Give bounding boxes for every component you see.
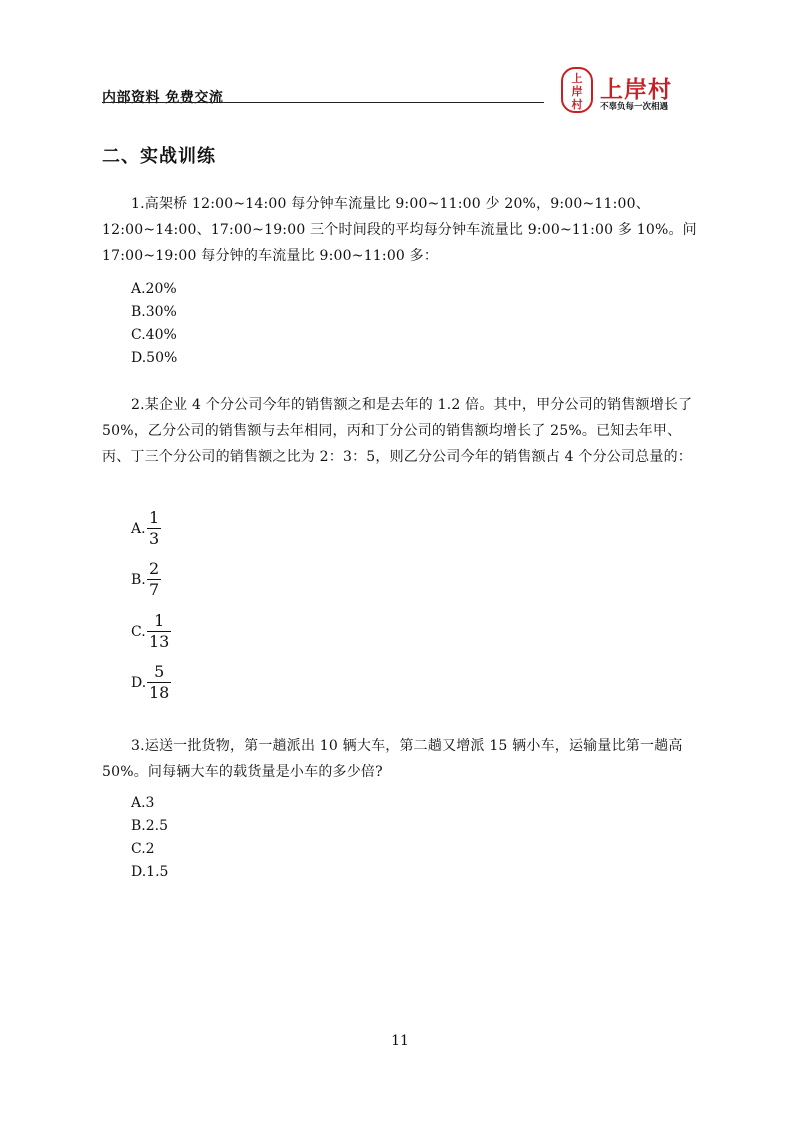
fraction xyxy=(147,508,161,549)
question-3-stem: 3.运送一批货物，第一趟派出 10 辆大车，第二趟又增派 15 辆小车，运输量比第一趟高 50%。问每辆大车的载货量是小车的多少倍? xyxy=(102,738,683,780)
q3-option-a: A.3 xyxy=(131,795,155,811)
page-header xyxy=(102,72,702,118)
fraction-numerator: 1 xyxy=(154,611,165,630)
q3-option-b: B.2.5 xyxy=(131,818,169,834)
q3-option-d: D.1.5 xyxy=(131,864,169,880)
q1-option-d: D.50% xyxy=(131,350,178,366)
q3-option-c: C.2 xyxy=(131,841,155,857)
fraction-numerator: 5 xyxy=(154,662,165,681)
fraction xyxy=(147,559,161,600)
page-number: 11 xyxy=(391,1033,409,1049)
option-letter: C. xyxy=(131,624,146,640)
q1-option-b: B.30% xyxy=(131,304,177,320)
fraction xyxy=(147,611,171,652)
seal-char: 岸 xyxy=(571,85,583,98)
fraction-denominator: 7 xyxy=(149,580,160,599)
option-letter: A. xyxy=(131,521,146,537)
option-letter: B. xyxy=(131,572,146,588)
fraction-denominator: 18 xyxy=(149,683,170,702)
logo-slogan: 不辜负每一次相遇 xyxy=(600,102,669,112)
fraction-denominator: 3 xyxy=(149,529,160,548)
q1-option-c: C.40% xyxy=(131,327,177,343)
logo-seal-icon xyxy=(560,66,594,114)
seal-char: 村 xyxy=(571,98,583,111)
option-letter: D. xyxy=(131,675,147,691)
section-title: 二、实战训练 xyxy=(102,146,216,167)
question-2-stem: 2.某企业 4 个分公司今年的销售额之和是去年的 1.2 倍。其中，甲分公司的销售额增长了 50%，乙分公司的销售额与去年相同，丙和丁分公司的销售额均增长了 25%。已知去年甲、丙、丁三个分公司的销售额之比为 2：3：5，则乙分公司今年的销售额占 4 个分公司总量的： xyxy=(102,397,693,465)
fraction-denominator: 13 xyxy=(149,632,170,651)
logo-name: 上岸村 xyxy=(600,77,672,103)
header-rule xyxy=(102,102,544,103)
fraction xyxy=(147,662,171,703)
fraction-numerator: 1 xyxy=(149,508,160,527)
seal-char: 上 xyxy=(571,72,583,85)
q1-option-a: A.20% xyxy=(131,281,177,297)
question-1-stem: 1.高架桥 12:00~14:00 每分钟车流量比 9:00~11:00 少 20%，9:00~11:00、12:00~14:00、17:00~19:00 三个时间段的平均每分钟车流量比 9:00~11:00 多 10%。问 17:00~19:00 每分钟的车流量比 9:00~11:00 多： xyxy=(102,196,697,264)
doc-label: 内部资料 免费交流 xyxy=(102,90,224,106)
fraction-numerator: 2 xyxy=(149,559,160,578)
